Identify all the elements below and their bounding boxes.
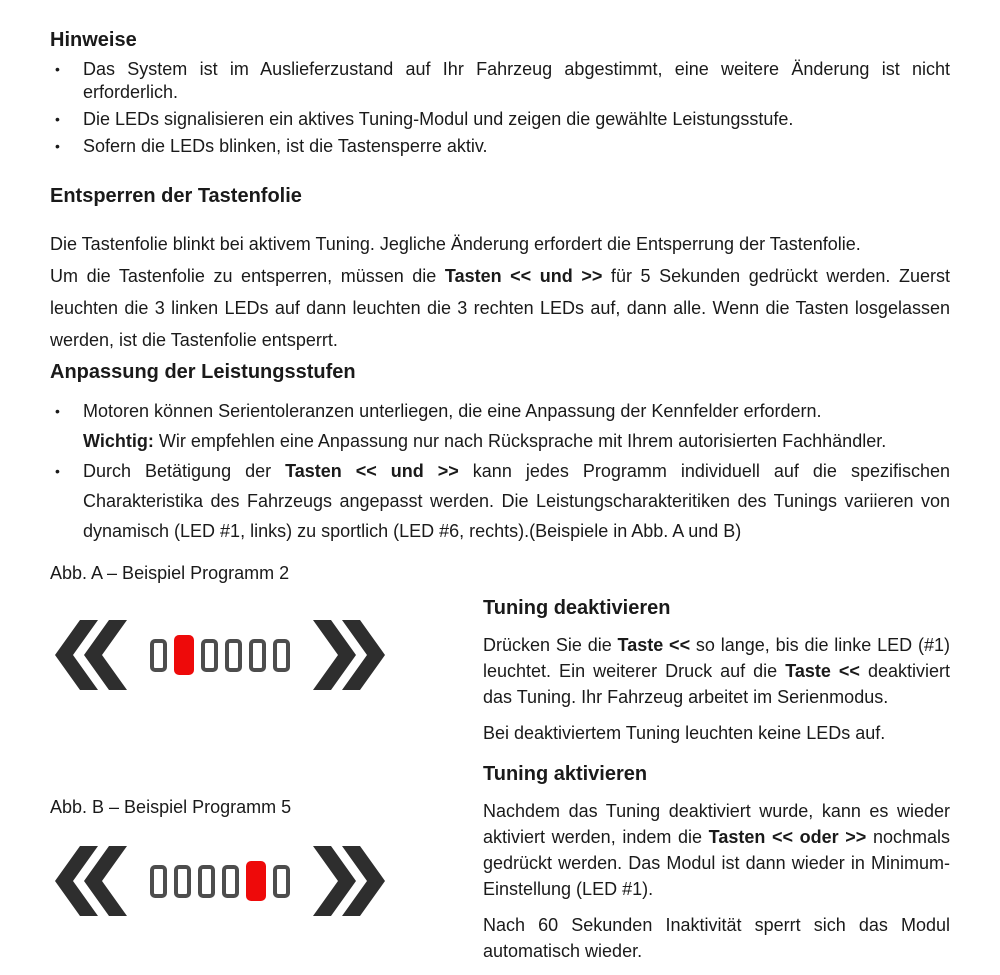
text-segment: Wichtig: [83,431,154,451]
led-2 [174,865,191,898]
text-segment: Taste << [617,635,691,655]
led-1 [150,865,167,898]
adjust-bullet-1 [50,396,950,456]
bullet-icon: • [55,138,60,154]
deactivate-heading: Tuning deaktivieren [483,597,671,619]
bullet-icon: • [55,61,60,77]
text-segment: Die Tastenfolie blinkt bei aktivem Tuning. Jegliche Änderung erfordert die Entsperrung der Tastenfolie. [50,234,861,254]
text-segment: Nachdem das Tuning deaktiviert wurde, kann es wieder aktiviert werden, indem die [483,801,950,847]
right-column [483,596,950,964]
deactivate-paragraph-2 [483,720,950,746]
notes-bullet-1 [50,58,950,104]
text-segment: nochmals gedrückt werden. Das Modul ist dann wieder in Minimum-Einstellung (LED #1). [483,827,950,899]
led-panel-b [55,846,385,916]
notes-bullet-3-text [83,135,950,158]
text-segment: Tasten << und >> [444,266,603,286]
text-segment: Um die Tastenfolie zu entsperren, müssen die [50,266,445,286]
led-row [150,635,290,675]
led-3 [201,639,218,672]
led-1 [150,639,167,672]
notes-bullet-list [50,58,950,158]
led-6 [273,865,290,898]
led-active-2 [174,635,194,675]
text-segment: Die LEDs signalisieren ein aktives Tuning-Modul und zeigen die gewählte Leistungsstufe. [83,109,794,129]
text-segment: so lange, bis die linke LED (#1) leuchtet. Ein weiterer Druck auf die [483,635,950,681]
text-segment: Das System ist im Auslieferzustand auf Ihr Fahrzeug abgestimmt, eine weitere Änderung ist nicht erforderlich. [83,59,950,102]
unlock-heading: Entsperren der Tastenfolie [50,185,302,207]
top-sections [50,28,950,546]
led-6 [273,639,290,672]
text-segment: Drücken Sie die [483,635,618,655]
text-segment: kann jedes Programm individuell auf die spezifischen Charakteristika des Fahrzeugs angepasst werden. Die Leistungscharakteritiken des Tunings variieren von dynamisch (LED #1, links) zu sportlich (LED #6, rechts).(Beispiele in Abb. A und B) [83,461,950,541]
figure-a-caption: Abb. A – Beispiel Programm 2 [50,563,290,583]
deactivate-paragraph-1 [483,632,950,710]
adjust-bullet-list [50,396,950,546]
text-segment: Tasten << und >> [285,461,459,481]
text-segment: Nach 60 Sekunden Inaktivität sperrt sich das Modul automatisch wieder. [483,915,950,961]
activate-heading: Tuning aktivieren [483,763,648,785]
notes-bullet-2 [50,108,950,131]
bullet-icon: • [55,111,60,127]
adjust-heading: Anpassung der Leistungsstufen [50,361,356,383]
notes-heading: Hinweise [50,29,137,51]
activate-paragraph-2 [483,912,950,964]
text-segment: für 5 Sekunden gedrückt werden. Zuerst leuchten die 3 linken LEDs auf dann leuchten die 3 rechten LEDs auf, dann alle. Wenn die Tasten losgelassen werden, ist die Tastenfolie entsperrt. [50,266,950,350]
text-segment: Bei deaktiviertem Tuning leuchten keine LEDs auf. [483,723,886,743]
led-3 [198,865,215,898]
double-chevron-right-icon [312,620,385,690]
unlock-paragraph [50,228,950,356]
figure-b-caption: Abb. B – Beispiel Programm 5 [50,797,292,817]
notes-bullet-1-text [83,58,950,104]
led-active-5 [246,861,266,901]
led-4 [225,639,242,672]
text-segment: Sofern die LEDs blinken, ist die Tastensperre aktiv. [83,136,488,156]
text-segment: Taste << [785,661,860,681]
double-chevron-right-icon [312,846,385,916]
led-row [150,861,290,901]
text-segment: deaktiviert das Tuning. Ihr Fahrzeug arbeitet im Serienmodus. [483,661,950,707]
double-chevron-left-icon [55,620,128,690]
led-4 [222,865,239,898]
notes-bullet-3 [50,135,950,158]
notes-bullet-2-text [83,108,950,131]
adjust-bullet-2 [50,456,950,546]
led-panel-a [55,620,385,690]
led-5 [249,639,266,672]
adjust-bullet-1-text [83,396,950,456]
text-segment: Wir empfehlen eine Anpassung nur nach Rücksprache mit Ihrem autorisierten Fachhändler. [153,431,887,451]
text-segment: Tasten << oder >> [708,827,867,847]
adjust-bullet-2-text [83,456,950,546]
activate-paragraph-1 [483,798,950,902]
bullet-icon: • [55,403,60,419]
text-segment: Durch Betätigung der [83,461,286,481]
text-segment: Motoren können Serientoleranzen unterliegen, die eine Anpassung der Kennfelder erfordern. [83,401,822,421]
bullet-icon: • [55,463,60,479]
double-chevron-left-icon [55,846,128,916]
